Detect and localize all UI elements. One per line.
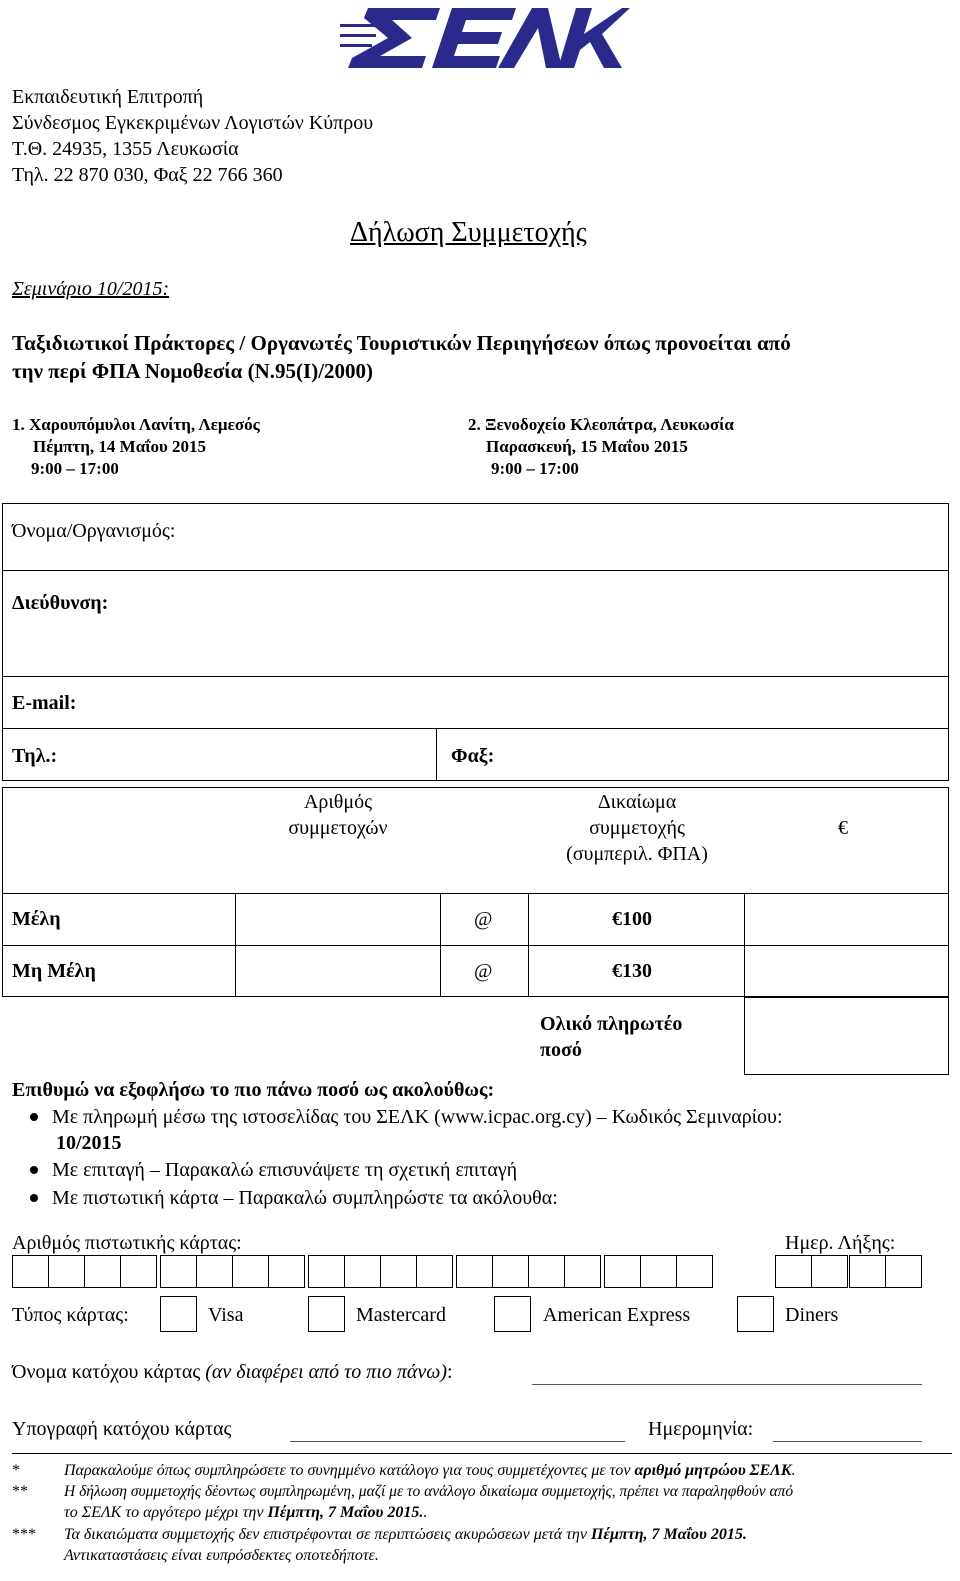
expiry-digit-cell[interactable]	[885, 1255, 922, 1288]
name-organization-field[interactable]: Όνομα/Οργανισμός:	[12, 520, 176, 542]
participants-header-line-1: Αριθμός	[303, 791, 373, 813]
signature-input-line[interactable]	[290, 1441, 625, 1442]
footnote-3-mark: ***	[12, 1526, 36, 1543]
footnote-2-mark: **	[12, 1483, 28, 1500]
selk-logo	[340, 4, 630, 70]
total-label-line-1: Ολικό πληρωτέο	[540, 1013, 683, 1035]
total-label-line-2: ποσό	[540, 1039, 582, 1061]
venue-2-date: Παρασκευή, 15 Μαΐου 2015	[486, 437, 688, 456]
footnote-3-line-2: Αντικαταστάσεις είναι ευπρόσδεκτες οποτεδήποτε.	[64, 1547, 379, 1564]
currency-header: €	[838, 817, 848, 839]
card-digit-cell[interactable]	[196, 1255, 233, 1288]
card-digit-cell[interactable]	[232, 1255, 269, 1288]
header-line-1: Εκπαιδευτική Επιτροπή	[12, 86, 204, 108]
footnote-2-line-2	[64, 1502, 427, 1523]
card-digit-cell[interactable]	[640, 1255, 677, 1288]
total-amount-box[interactable]	[744, 997, 949, 1075]
form-title: Δήλωση Συμμετοχής	[350, 217, 587, 248]
bullet-icon	[30, 1194, 38, 1202]
card-digit-cell[interactable]	[492, 1255, 529, 1288]
signature-label: Υπογραφή κατόχου κάρτας	[12, 1418, 232, 1440]
payment-option-online: Με πληρωμή μέσω της ιστοσελίδας του ΣΕΛΚ (www.icpac.org.cy) – Κωδικός Σεμιναρίου:	[52, 1106, 783, 1128]
members-row-label: Μέλη	[12, 908, 61, 930]
participants-header-line-2: συμμετοχών	[288, 817, 388, 839]
date-input-line[interactable]	[773, 1441, 922, 1442]
card-digit-cell[interactable]	[48, 1255, 85, 1288]
american-express-label: American Express	[543, 1304, 691, 1326]
selk-logo-graphic	[340, 4, 630, 70]
card-digit-cell[interactable]	[528, 1255, 565, 1288]
email-field[interactable]: E-mail:	[12, 692, 77, 714]
mastercard-checkbox[interactable]	[308, 1296, 345, 1332]
venue-2-place: 2. Ξενοδοχείο Κλεοπάτρα, Λευκωσία	[468, 415, 734, 434]
date-label: Ημερομηνία:	[648, 1418, 754, 1440]
footnote-2-line-1: Η δήλωση συμμετοχής δέοντως συμπληρωμένη, μαζί με το ανάλογο δικαίωμα συμμετοχής, πρέπει να παραληφθούν από	[64, 1483, 794, 1500]
card-digit-cell[interactable]	[160, 1255, 197, 1288]
bullet-icon	[30, 1166, 38, 1174]
non-members-at: @	[474, 960, 493, 982]
diners-checkbox[interactable]	[737, 1296, 774, 1332]
non-members-row-label: Μη Μέλη	[12, 960, 96, 982]
footnote-2-text2: το ΣΕΛΚ το αργότερο μέχρι την	[64, 1504, 268, 1521]
footnote-1-mark: *	[12, 1462, 20, 1479]
card-digit-cell[interactable]	[456, 1255, 493, 1288]
expiry-digit-cell[interactable]	[811, 1255, 848, 1288]
fee-header-line-3: (συμπεριλ. ΦΠΑ)	[566, 843, 708, 865]
footnote-3-line-1	[64, 1524, 747, 1545]
seminar-code: 10/2015	[56, 1132, 122, 1154]
seminar-title-line-1: Ταξιδιωτικοί Πράκτορες / Οργανωτές Τουριστικών Περιηγήσεων όπως προνοείται από	[12, 331, 791, 355]
card-digit-cell[interactable]	[308, 1255, 345, 1288]
footnote-2-end: .	[423, 1504, 428, 1521]
mastercard-label: Mastercard	[356, 1304, 446, 1326]
card-digit-cell[interactable]	[268, 1255, 305, 1288]
card-digit-cell[interactable]	[380, 1255, 417, 1288]
footnote-divider	[12, 1453, 952, 1454]
american-express-checkbox[interactable]	[494, 1296, 531, 1332]
card-holder-note: (αν διαφέρει από το πιο πάνω)	[205, 1361, 448, 1383]
diners-label: Diners	[785, 1304, 839, 1326]
footnote-1-bold: αριθμό μητρώου ΣΕΛΚ	[634, 1462, 792, 1479]
card-type-label: Τύπος κάρτας:	[12, 1304, 129, 1326]
members-price: €100	[612, 908, 652, 930]
seminar-label: Σεμινάριο 10/2015:	[12, 278, 170, 300]
footnote-1-text: Παρακαλούμε όπως συμπληρώσετε το συνημμένο κατάλογο για τους συμμετέχοντες με τον	[64, 1462, 635, 1479]
payment-intro: Επιθυμώ να εξοφλήσω το πιο πάνω ποσό ως ακολούθως:	[12, 1079, 495, 1101]
card-digit-cell[interactable]	[676, 1255, 713, 1288]
expiry-digit-cell[interactable]	[849, 1255, 886, 1288]
visa-label: Visa	[208, 1304, 244, 1326]
phone-field[interactable]: Τηλ.:	[12, 745, 58, 767]
footnote-1-end: .	[791, 1462, 796, 1479]
card-holder-colon: :	[447, 1361, 453, 1383]
footnote-2-bold: Πέμπτη, 7 Μαΐου 2015.	[267, 1504, 424, 1521]
payment-option-cheque: Με επιταγή – Παρακαλώ επισυνάψετε τη σχετική επιταγή	[52, 1159, 518, 1181]
card-digit-cell[interactable]	[12, 1255, 49, 1288]
fee-header-line-2: συμμετοχής	[589, 817, 685, 839]
visa-checkbox[interactable]	[160, 1296, 197, 1332]
footnote-3-bold: Πέμπτη, 7 Μαΐου 2015.	[590, 1526, 747, 1543]
footnote-3-text: Τα δικαιώματα συμμετοχής δεν επιστρέφονται σε περιπτώσεις ακυρώσεων μετά την	[64, 1526, 591, 1543]
card-digit-cell[interactable]	[416, 1255, 453, 1288]
bullet-icon	[30, 1113, 38, 1121]
contact-fields-box	[2, 503, 949, 781]
card-digit-cell[interactable]	[564, 1255, 601, 1288]
seminar-title-line-2: την περί ΦΠΑ Νομοθεσία (Ν.95(Ι)/2000)	[12, 359, 374, 383]
venue-2-time: 9:00 – 17:00	[491, 459, 579, 478]
card-holder-label	[12, 1359, 453, 1385]
footnote-1	[64, 1460, 796, 1481]
address-field[interactable]: Διεύθυνση:	[12, 592, 109, 614]
venue-1-date: Πέμπτη, 14 Μαΐου 2015	[33, 437, 207, 456]
card-number-label: Αριθμός πιστωτικής κάρτας:	[12, 1232, 242, 1254]
card-digit-cell[interactable]	[344, 1255, 381, 1288]
card-holder-label-text: Όνομα κατόχου κάρτας	[12, 1361, 201, 1383]
expiry-digit-cell[interactable]	[775, 1255, 812, 1288]
card-digit-cell[interactable]	[604, 1255, 641, 1288]
card-digit-cell[interactable]	[120, 1255, 157, 1288]
expiry-label: Ημερ. Λήξης:	[785, 1232, 896, 1254]
fax-field[interactable]: Φαξ:	[451, 745, 495, 767]
venue-1-time: 9:00 – 17:00	[31, 459, 119, 478]
members-at: @	[474, 908, 493, 930]
header-line-3: Τ.Θ. 24935, 1355 Λευκωσία	[12, 138, 239, 160]
header-line-4: Τηλ. 22 870 030, Φαξ 22 766 360	[12, 164, 283, 186]
payment-option-credit-card: Με πιστωτική κάρτα – Παρακαλώ συμπληρώστε τα ακόλουθα:	[52, 1187, 558, 1209]
header-line-2: Σύνδεσμος Εγκεκριμένων Λογιστών Κύπρου	[12, 112, 374, 134]
venue-1-place: 1. Χαρουπόμυλοι Λανίτη, Λεμεσός	[12, 415, 260, 434]
card-holder-input-line[interactable]	[532, 1384, 922, 1385]
fee-header-line-1: Δικαίωμα	[597, 791, 677, 813]
non-members-price: €130	[612, 960, 652, 982]
card-digit-cell[interactable]	[84, 1255, 121, 1288]
